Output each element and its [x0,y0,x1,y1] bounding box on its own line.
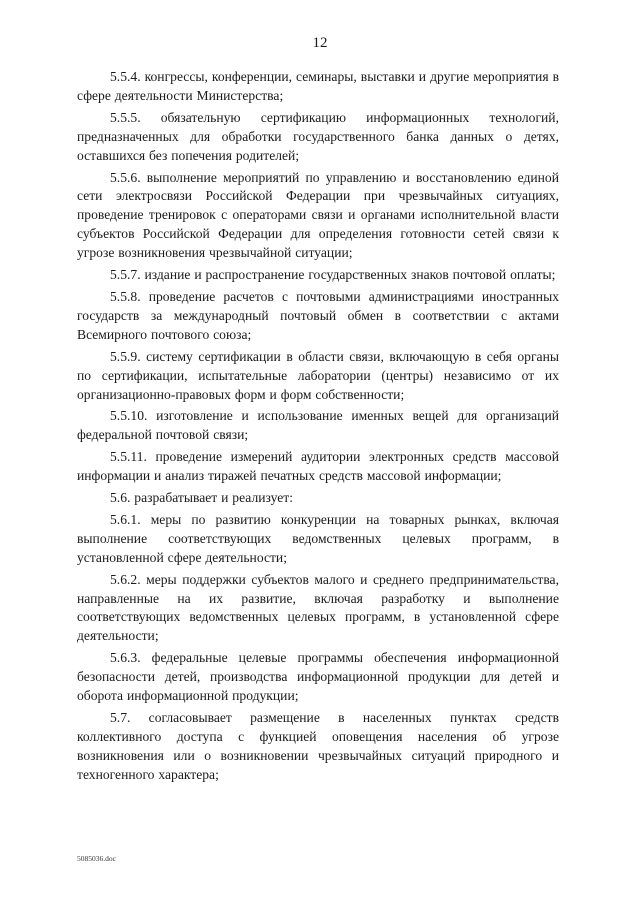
paragraph-5-5-4: 5.5.4. конгрессы, конференции, семинары, выставки и другие мероприятия в сфере деятельности Министерства; [77,69,559,103]
document-body [77,68,559,788]
paragraph-5-5-5: 5.5.5. обязательную сертификацию информационных технологий, предназначенных для обработки государственного банка данных о детях, оставшихся без попечения родителей; [77,109,559,163]
paragraph-5-6-2: 5.6.2. меры поддержки субъектов малого и среднего предпринимательства, направленные на их развитие, включая разработку и выполнение соответствующих ведомственных целевых программ, в установленной сфере деятельности; [77,571,559,644]
paragraph-5-5-6: 5.5.6. выполнение мероприятий по управлению и восстановлению единой сети электросвязи Российской Федерации при чрезвычайных ситуациях, проведение тренировок с операторами связи и органами исполнительной власти субъектов Российской Федерации для определения готовности сетей связи к угрозе возникновения чрезвычайной ситуации; [77,169,559,261]
paragraph-5-5-8: 5.5.8. проведение расчетов с почтовыми администрациями иностранных государств за международный почтовый обмен в соответствии с актами Всемирного почтового союза; [77,288,559,342]
paragraph-5-5-11: 5.5.11. проведение измерений аудитории электронных средств массовой информации и анализ тиражей печатных средств массовой информации; [77,449,559,484]
footer-filename: 5085036.doc [77,854,116,863]
paragraph-5-5-9: 5.5.9. систему сертификации в области связи, включающую в себя органы по сертификации, испытательные лаборатории (центры) независимо от их организационно-правовых форм и форм собственности; [77,348,559,402]
paragraph-5-6-1: 5.6.1. меры по развитию конкуренции на товарных рынках, включая выполнение соответствующих ведомственных целевых программ, в установленной сфере деятельности; [77,511,559,565]
paragraph-5-5-10: 5.5.10. изготовление и использование именных вещей для организаций федеральной почтовой связи; [77,408,559,443]
paragraph-5-7: 5.7. согласовывает размещение в населенных пунктах средств коллективного доступа с функцией оповещения населения об угрозе возникновения или о возникновении чрезвычайных ситуаций природного и техногенного характера; [77,710,559,782]
paragraph-5-6-3: 5.6.3. федеральные целевые программы обеспечения информационной безопасности детей, производства информационной продукции для детей и оборота информационной продукции; [77,650,559,704]
paragraph-5-5-7: 5.5.7. издание и распространение государственных знаков почтовой оплаты; [110,267,556,283]
page-number: 12 [312,35,328,51]
paragraph-5-6: 5.6. разрабатывает и реализует: [110,490,293,506]
